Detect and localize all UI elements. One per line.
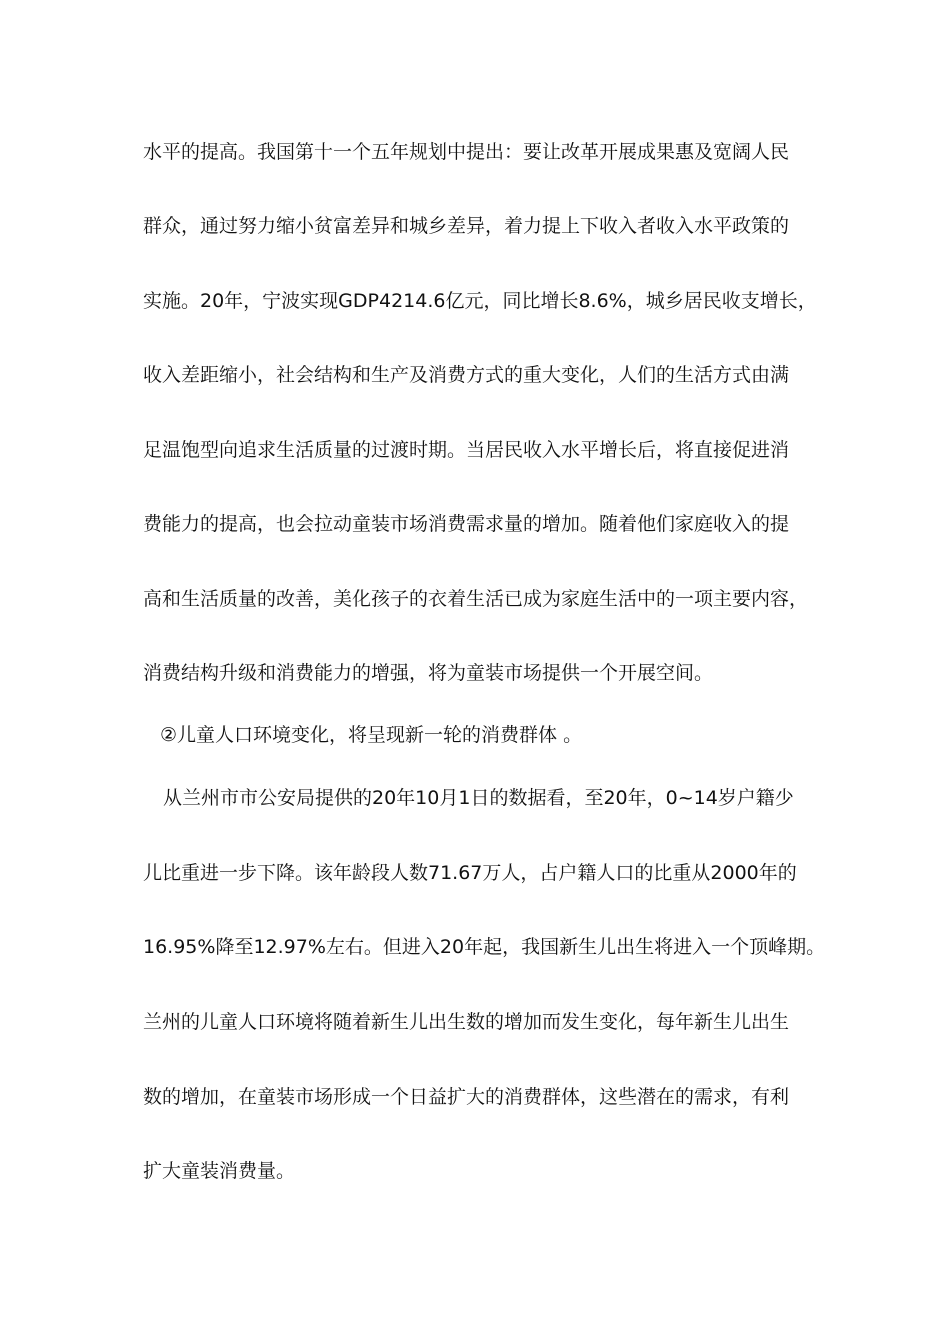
text-line: 足温饱型向追求生活质量的过渡时期。当居民收入水平增长后，将直接促进消 [143, 439, 790, 461]
text-line: 兰州的儿童人口环境将随着新生儿出生数的增加而发生变化，每年新生儿出生 [143, 1011, 790, 1033]
text-line: 从兰州市市公安局提供的20年10月1日的数据看，至20年，0~14岁户籍少 [163, 787, 794, 809]
text-line: 收入差距缩小，社会结构和生产及消费方式的重大变化，人们的生活方式由满 [143, 364, 790, 386]
text-line: 费能力的提高，也会拉动童装市场消费需求量的增加。随着他们家庭收入的提 [143, 513, 790, 535]
section-heading: ②儿童人口环境变化，将呈现新一轮的消费群体 。 [160, 724, 583, 746]
text-line: 水平的提高。我国第十一个五年规划中提出：要让改革开展成果惠及宽阔人民 [143, 141, 790, 163]
text-line: 儿比重进一步下降。该年龄段人数71.67万人，占户籍人口的比重从2000年的 [143, 862, 797, 884]
text-line: 数的增加，在童装市场形成一个日益扩大的消费群体，这些潜在的需求，有利 [143, 1086, 790, 1108]
text-line: 扩大童装消费量。 [143, 1160, 296, 1182]
text-line: 消费结构升级和消费能力的增强，将为童装市场提供一个开展空间。 [143, 662, 714, 684]
text-line: 实施。20年，宁波实现GDP4214.6亿元，同比增长8.6%，城乡居民收支增长， [143, 290, 817, 312]
text-line: 高和生活质量的改善，美化孩子的衣着生活已成为家庭生活中的一项主要内容， [143, 588, 809, 610]
text-line: 群众，通过努力缩小贫富差异和城乡差异，着力提上下收入者收入水平政策的 [143, 215, 790, 237]
text-line: 16.95%降至12.97%左右。但进入20年起，我国新生儿出生将进入一个顶峰期。 [143, 936, 826, 958]
